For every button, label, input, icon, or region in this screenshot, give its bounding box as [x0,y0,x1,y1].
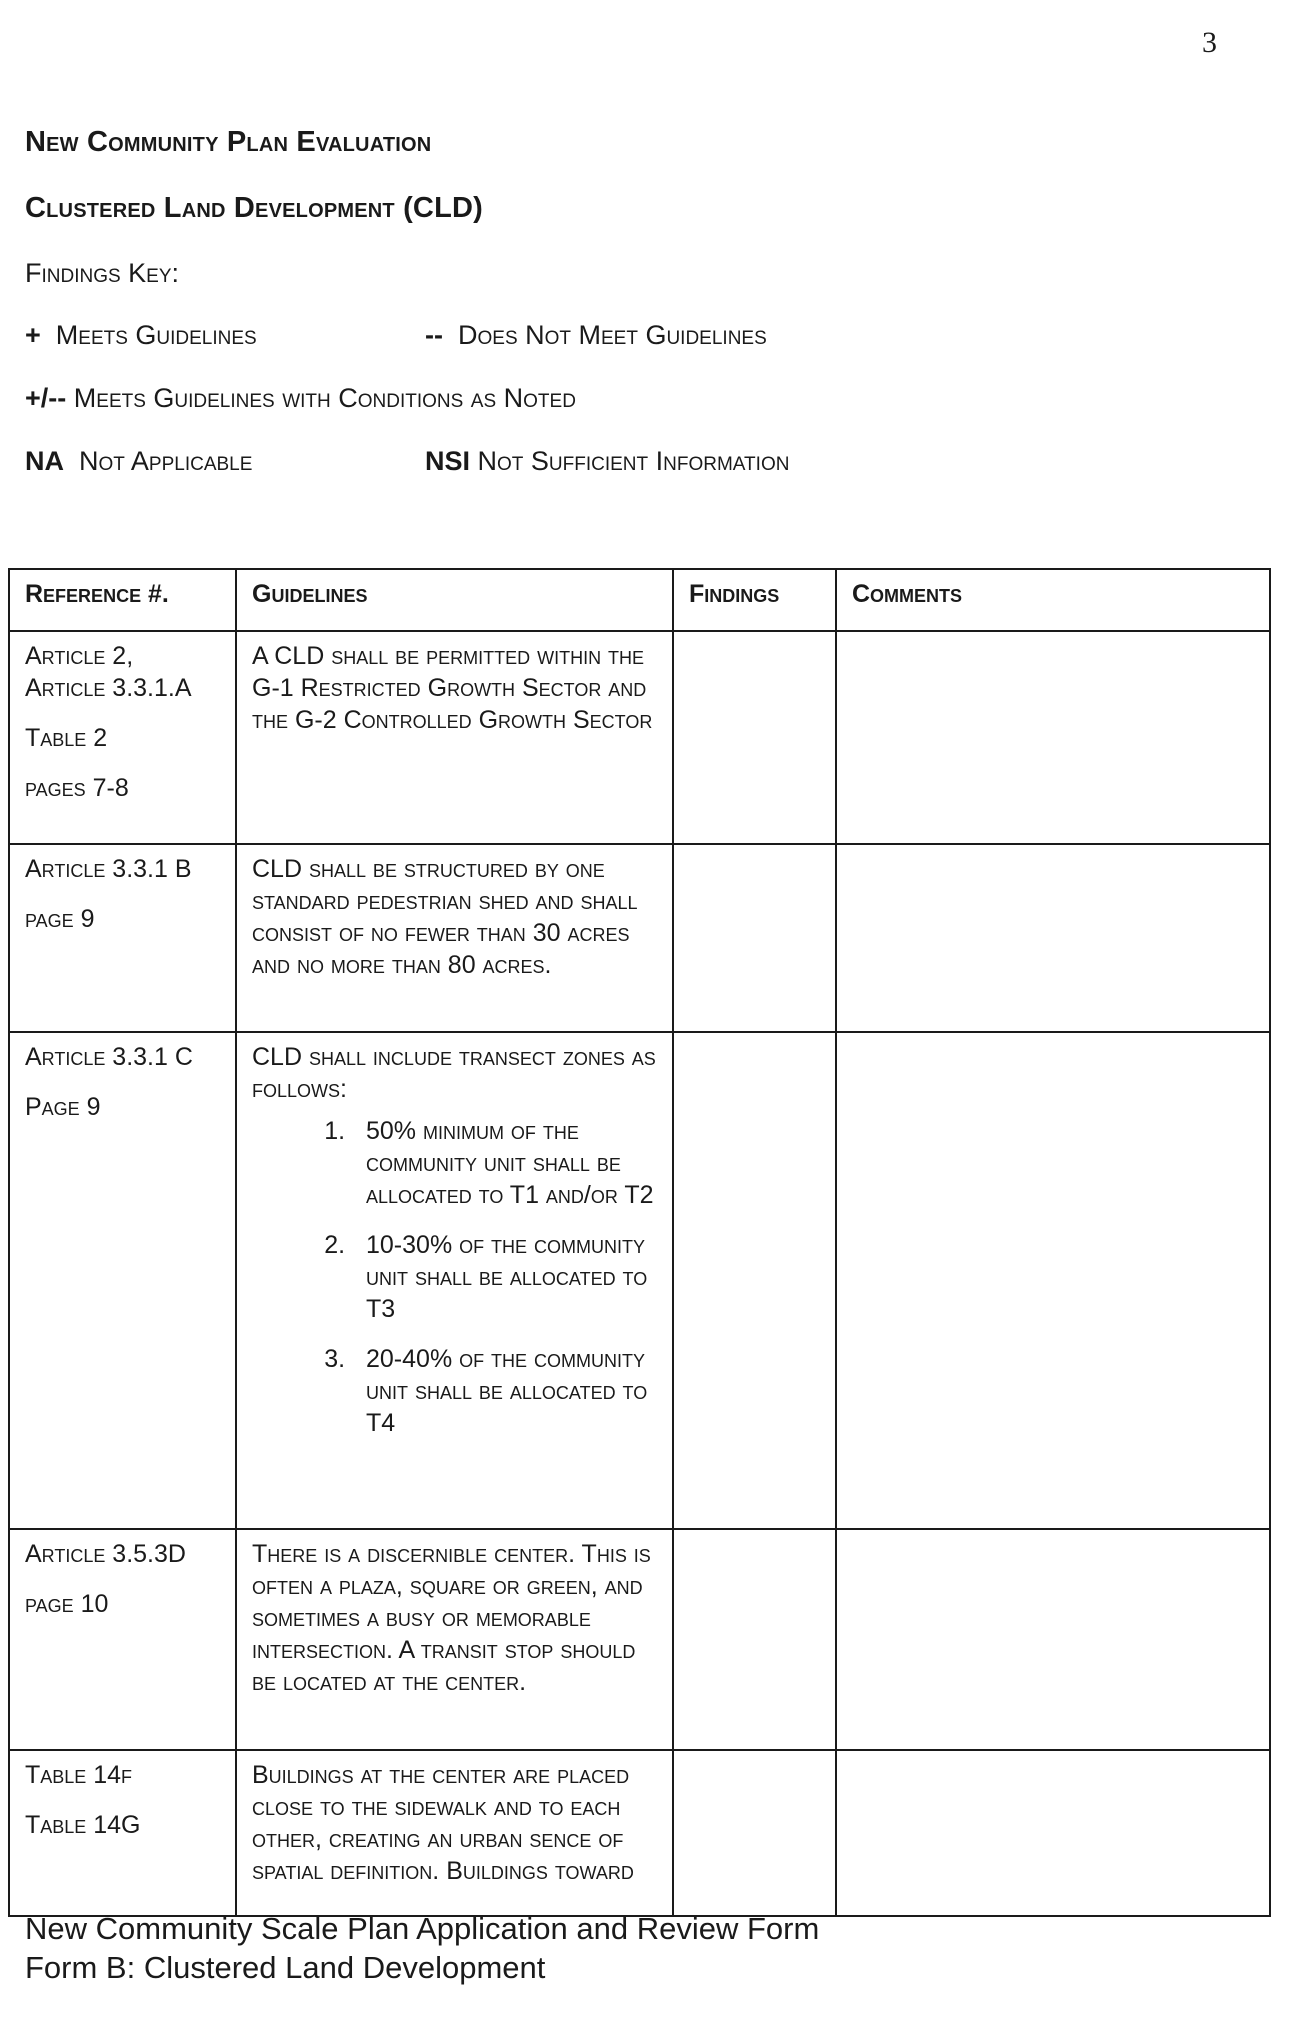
reference-line: pages 7-8 [25,774,129,802]
table-row [9,1750,1270,1916]
reference-line: Article 2, [25,642,134,670]
reference-cell [9,631,236,844]
header-findings: Findings [673,569,836,631]
guideline-cell: CLD shall be structured by one standard pedestrian shed and shall consist of no fewer than 30 acres and no more than 80 acres. [236,844,673,1032]
comments-cell [836,844,1270,1032]
evaluation-table [8,568,1271,1917]
footer-form-title: New Community Scale Plan Application and Review Form [25,1911,820,1946]
table-header-row [9,569,1270,631]
page-number: 3 [1202,26,1217,59]
page-subtitle: Clustered Land Development (CLD) [25,192,483,224]
key-na [25,446,252,477]
findings-cell [673,1032,836,1529]
key-meets [25,320,257,351]
key-na-symbol: NA [25,446,64,476]
key-nsi [425,446,789,477]
key-meets-symbol: + [25,320,41,350]
key-conditions-label: Meets Guidelines with Conditions as Noted [73,383,576,413]
findings-cell [673,1529,836,1750]
reference-cell [9,1750,236,1916]
key-conditions-symbol: +/-- [25,383,67,413]
page-title: New Community Plan Evaluation [25,126,432,158]
transect-zone-list [252,1115,660,1439]
comments-cell [836,1032,1270,1529]
header-guidelines: Guidelines [236,569,673,631]
header-reference: Reference #. [9,569,236,631]
guideline-cell: There is a discernible center. This is often a plaza, square or green, and sometimes a busy or memorable intersection. A transit stop should be located at the center. [236,1529,673,1750]
key-nsi-symbol: NSI [425,446,471,476]
table-row [9,631,1270,844]
guideline-cell [236,1032,673,1529]
key-nsi-label: Not Sufficient Information [477,446,790,476]
key-meets-label: Meets Guidelines [55,320,257,350]
reference-cell [9,844,236,1032]
reference-cell [9,1529,236,1750]
reference-line: page 9 [25,905,95,933]
comments-cell [836,1529,1270,1750]
reference-line: Table 14G [25,1811,141,1839]
key-conditions [25,383,576,414]
footer-form-subtitle: Form B: Clustered Land Development [25,1950,546,1985]
reference-line: Table 14f [25,1761,133,1789]
table-row [9,1529,1270,1750]
comments-cell [836,1750,1270,1916]
findings-cell [673,1750,836,1916]
comments-cell [836,631,1270,844]
findings-cell [673,631,836,844]
reference-line: Table 2 [25,724,108,752]
key-not-meet-label: Does Not Meet Guidelines [458,320,767,350]
key-not-meet [425,320,767,351]
table-row [9,844,1270,1032]
key-na-label: Not Applicable [79,446,253,476]
reference-line: page 10 [25,1590,109,1618]
list-item: 2. 10-30% of the community unit shall be allocated to T3 [352,1229,660,1325]
reference-line: Article 3.3.1.A [25,674,192,702]
reference-line: Article 3.5.3D [25,1540,186,1568]
findings-cell [673,844,836,1032]
guideline-intro: CLD shall include transect zones as follows: [252,1043,656,1103]
reference-cell [9,1032,236,1529]
list-item: 1. 50% minimum of the community unit shall be allocated to T1 and/or T2 [352,1115,660,1211]
table-row [9,1032,1270,1529]
guideline-cell: A CLD shall be permitted within the G-1 Restricted Growth Sector and the G-2 Controlled Growth Sector [236,631,673,844]
findings-key-label: Findings Key: [25,258,180,288]
reference-line: Article 3.3.1 C [25,1043,193,1071]
list-item: 3. 20-40% of the community unit shall be allocated to T4 [352,1343,660,1439]
reference-line: Page 9 [25,1093,101,1121]
guideline-text: Buildings at the center are placed close to the sidewalk and to each other, creating an urban sence of spatial definition. Buildings toward [252,1761,634,1885]
key-not-meet-symbol: -- [425,320,443,350]
reference-line: Article 3.3.1 B [25,855,192,883]
guideline-cell [236,1750,673,1916]
header-comments: Comments [836,569,1270,631]
